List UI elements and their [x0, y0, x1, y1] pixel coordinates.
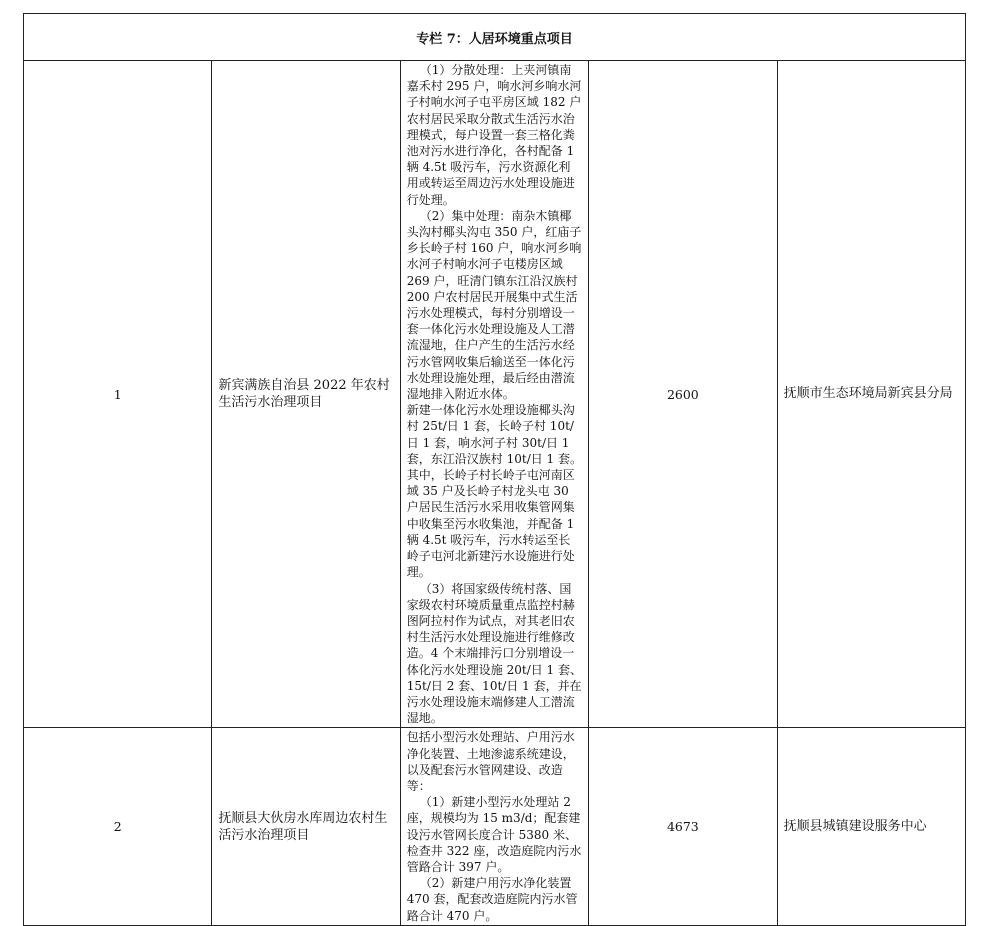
content-paragraph: 新建一体化污水处理设施椰头沟村 25t/日 1 套，长岭子村 10t/日 1 套，响水河子村 30t/日 1 套，东江沿汉族村 10t/日 1 套。其中，长岭子村长岭子屯河南区域 35 户及长岭子村龙头屯 30 户居民生活污水采用收集管网集中收集至污水收集池，并配备 1 辆 4.5t 吸污车，污水转运至长岭子屯河北新建污水设施进行处理。: [406, 403, 582, 580]
project-content: [400, 728, 588, 925]
row-index: 1: [24, 61, 212, 728]
investment-value: 4673: [589, 728, 777, 925]
projects-table: [23, 13, 966, 926]
row-index: 2: [24, 728, 212, 925]
content-paragraph: （1）新建小型污水处理站 2 座，规模均为 15 m3/d；配套建设污水管网长度合计 5380 米、检查井 322 座，改造庭院内污水管路合计 397 户。: [406, 795, 582, 874]
investment-value: 2600: [589, 61, 777, 728]
content-paragraph: （3）将国家级传统村落、国家级农村环境质量重点监控村赫图阿拉村作为试点，对其老旧农村生活污水处理设施进行维修改造。4 个末端排污口分别增设一体化污水处理设施 20t/日 1 套、15t/日 2 套、10t/日 1 套，并在污水处理设施末端修建人工潜流湿地。: [406, 581, 582, 726]
content-paragraph: （1）分散处理：上夹河镇南嘉禾村 295 户，响水河乡响水河子村响水河子屯平房区域 182 户农村居民采取分散式生活污水治理模式，每户设置一套三格化粪池对污水进行净化，各村配备 1 辆 4.5t 吸污车，污水资源化利用或转运至周边污水处理设施进行处理。: [406, 63, 582, 207]
responsible-org: 抚顺县城镇建设服务中心: [777, 728, 965, 925]
table-row: [24, 61, 966, 728]
project-name: 新宾满族自治县 2022 年农村生活污水治理项目: [212, 61, 400, 728]
content-paragraph: （2）集中处理：南杂木镇椰头沟村椰头沟屯 350 户，红庙子乡长岭子村 160 户，响水河乡响水河子村响水河子屯楼房区域 269 户，旺清门镇东江沿汉族村 200 户农村居民开展集中式生活污水处理模式，每村分别增设一套一体化污水处理设施及人工潜流湿地，住户产生的生活污水经污水管网收集后输送至一体化污水处理设施处理，最后经由潜流湿地排入附近水体。: [406, 208, 582, 402]
project-content: [400, 61, 588, 728]
table-row: [24, 728, 966, 925]
content-paragraph: （2）新建户用污水净化装置 470 套，配套改造庭院内污水管路合计 470 户。: [406, 876, 578, 923]
title-row: [24, 14, 966, 61]
table-title: 专栏 7：人居环境重点项目: [24, 14, 966, 61]
responsible-org: 抚顺市生态环境局新宾县分局: [777, 61, 965, 728]
project-name: 抚顺县大伙房水库周边农村生活污水治理项目: [212, 728, 400, 925]
content-paragraph: 包括小型污水处理站、户用污水净化装置、土地渗滤系统建设，以及配套污水管网建设、改造等：: [406, 730, 575, 793]
